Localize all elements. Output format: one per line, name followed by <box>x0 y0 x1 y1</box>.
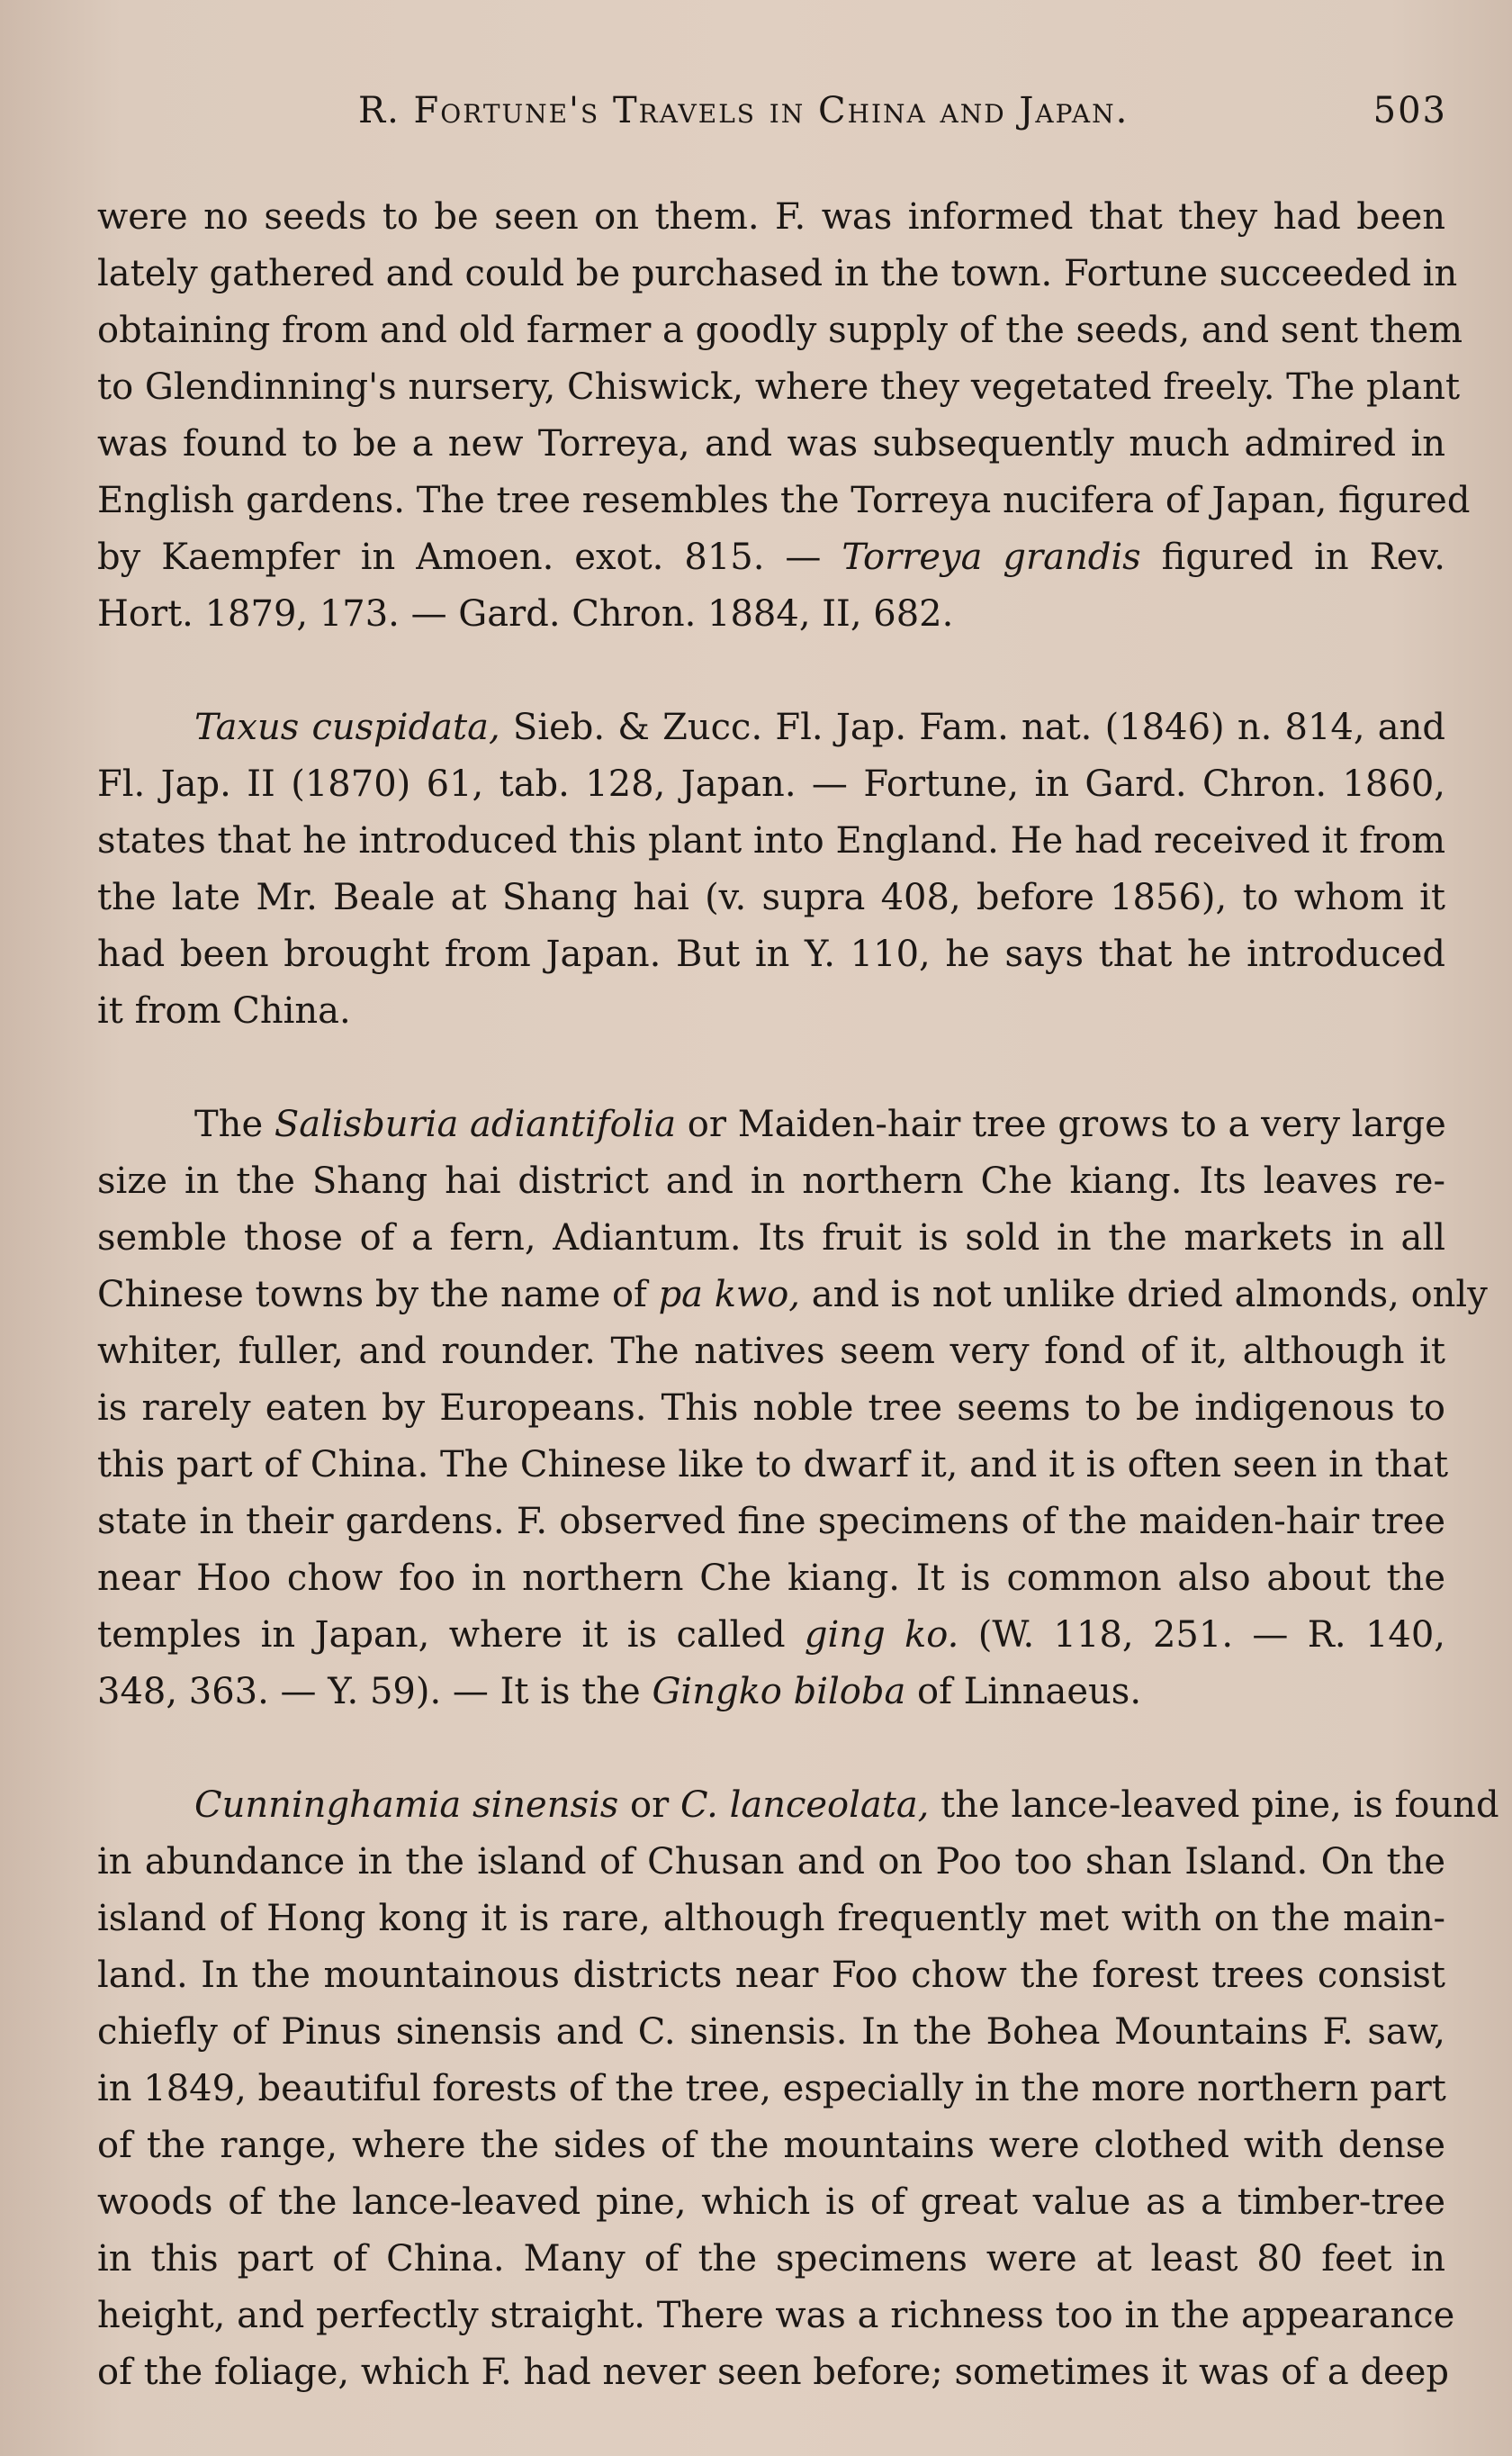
text-run: chiefly of Pinus sinensis and C. sinensis. In the Bohea Mountains F. saw, <box>97 2011 1445 2053</box>
text-line <box>97 1267 1488 1323</box>
text-line <box>97 1550 1445 1607</box>
text-line <box>97 2344 1449 2401</box>
paragraph-gap <box>97 643 1445 700</box>
paragraph-gap <box>97 1040 1445 1097</box>
text-run: this part of China. The Chinese like to dwarf it, and it is often seen in that <box>97 1444 1449 1485</box>
text-run: and is not unlike dried almonds, only <box>800 1274 1488 1315</box>
italic-text: Torreya grandis <box>842 537 1141 578</box>
italic-text: C. lanceolata, <box>680 1784 930 1826</box>
text-line <box>97 586 1445 643</box>
italic-text: Gingko biloba <box>652 1671 906 1712</box>
text-run: had been brought from Japan. But in Y. 110, he says that he introduced <box>97 934 1445 975</box>
text-run: of the range, where the sides of the mountains were clothed with dense <box>97 2125 1445 2166</box>
text-run: woods of the lance-leaved pine, which is of great value as a timber-tree <box>97 2181 1445 2223</box>
italic-text: pa kwo, <box>658 1274 801 1315</box>
text-run: semble those of a fern, Adiantum. Its fruit is sold in the markets in all <box>97 1217 1445 1259</box>
text-line <box>97 926 1445 983</box>
text-line <box>97 2004 1445 2061</box>
text-run: island of Hong kong it is rare, although frequently met with on the main- <box>97 1898 1445 1939</box>
text-run: Chinese towns by the name of <box>97 1274 659 1315</box>
text-line <box>97 2174 1445 2231</box>
text-run: 348, 363. — Y. 59). — It is the <box>97 1671 652 1712</box>
text-line <box>97 1947 1445 2004</box>
text-run: in this part of China. Many of the specimens were at least 80 feet in <box>97 2238 1445 2280</box>
text-run: of Linnaeus. <box>905 1671 1142 1712</box>
text-run: land. In the mountainous districts near Foo chow the forest trees consist <box>97 1955 1445 1996</box>
text-run: (W. 118, 251. — R. 140, <box>958 1614 1446 1656</box>
text-line <box>97 2117 1445 2174</box>
text-run: or Maiden-hair tree grows to a very large <box>676 1104 1446 1145</box>
paragraph <box>97 700 1445 1040</box>
italic-text: ging ko. <box>804 1614 959 1656</box>
text-line <box>97 1607 1445 1664</box>
text-run: to Glendinning's nursery, Chiswick, where they vegetated freely. The plant <box>97 366 1461 408</box>
text-run: obtaining from and old farmer a goodly supply of the seeds, and sent them <box>97 310 1463 351</box>
text-line <box>97 983 1445 1040</box>
running-title: R. Fortune's Travels in China and Japan. <box>358 90 1130 131</box>
text-run: height, and perfectly straight. There was a richness too in the appearance <box>97 2295 1455 2336</box>
text-run: it from China. <box>97 990 351 1032</box>
italic-text: Taxus cuspidata, <box>194 707 500 748</box>
text-line <box>97 1437 1449 1494</box>
text-run: lately gathered and could be purchased in the town. Fortune succeeded in <box>97 253 1458 294</box>
text-line <box>97 359 1461 416</box>
text-run: in 1849, beautiful forests of the tree, especially in the more northern part <box>97 2068 1446 2109</box>
paragraph-gap <box>97 1720 1445 1777</box>
text-line <box>97 1834 1445 1891</box>
text-run: whiter, fuller, and rounder. The natives seem very fond of it, although it <box>97 1331 1445 1372</box>
text-run: The <box>194 1104 274 1145</box>
text-run: figured in Rev. <box>1140 537 1446 578</box>
text-run: in abundance in the island of Chusan and on Poo too shan Island. On the <box>97 1841 1445 1883</box>
text-run: Hort. 1879, 173. — Gard. Chron. 1884, II, 682. <box>97 593 954 635</box>
text-line <box>97 1153 1445 1210</box>
text-run: Fl. Jap. II (1870) 61, tab. 128, Japan. — Fortune, in Gard. Chron. 1860, <box>97 763 1445 805</box>
body-text <box>97 189 1499 2401</box>
text-run: of the foliage, which F. had never seen before; sometimes it was of a deep <box>97 2352 1449 2393</box>
italic-text: Cunninghamia sinensis <box>194 1784 619 1826</box>
text-line <box>97 1891 1445 1947</box>
text-line <box>97 1097 1445 1153</box>
text-line <box>97 756 1445 813</box>
text-run: the lance-leaved pine, is found <box>929 1784 1499 1826</box>
running-head <box>97 90 1447 153</box>
text-line <box>97 473 1471 529</box>
text-line <box>97 529 1445 586</box>
italic-text: Salisburia adiantifolia <box>274 1104 677 1145</box>
text-run: English gardens. The tree resembles the Torreya nucifera of Japan, figured <box>97 480 1471 521</box>
text-run: the late Mr. Beale at Shang hai (v. supra 408, before 1856), to whom it <box>97 877 1445 918</box>
text-line <box>97 870 1445 926</box>
text-run: state in their gardens. F. observed fine specimens of the maiden-hair tree <box>97 1501 1445 1542</box>
text-line <box>97 1494 1445 1550</box>
text-line <box>97 813 1445 870</box>
text-line <box>97 1210 1445 1267</box>
text-line <box>97 700 1445 756</box>
text-line <box>97 189 1445 246</box>
text-line <box>97 246 1458 302</box>
text-line <box>97 1380 1445 1437</box>
text-run: by Kaempfer in Amoen. exot. 815. — <box>97 537 842 578</box>
paragraph <box>97 189 1471 643</box>
text-line <box>97 2231 1445 2288</box>
text-run: states that he introduced this plant into England. He had received it from <box>97 820 1445 862</box>
text-line <box>97 302 1463 359</box>
text-line <box>97 2061 1445 2117</box>
text-run: Sieb. & Zucc. Fl. Jap. Fam. nat. (1846) n. 814, and <box>500 707 1446 748</box>
page-number: 503 <box>1372 90 1447 131</box>
text-run: near Hoo chow foo in northern Che kiang. It is common also about the <box>97 1558 1445 1599</box>
text-run: were no seeds to be seen on them. F. was informed that they had been <box>97 196 1445 238</box>
text-run: size in the Shang hai district and in northern Che kiang. Its leaves re- <box>97 1160 1445 1202</box>
text-line <box>97 1323 1445 1380</box>
text-line <box>97 2288 1455 2344</box>
text-run: was found to be a new Torreya, and was subsequently much admired in <box>97 423 1445 465</box>
text-line <box>97 1664 1445 1720</box>
paragraph <box>97 1097 1488 1720</box>
text-line <box>97 1777 1499 1834</box>
text-run: temples in Japan, where it is called <box>97 1614 805 1656</box>
text-line <box>97 416 1445 473</box>
text-run: is rarely eaten by Europeans. This noble tree seems to be indigenous to <box>97 1387 1445 1429</box>
paragraph <box>97 1777 1499 2401</box>
text-run: or <box>618 1784 680 1826</box>
